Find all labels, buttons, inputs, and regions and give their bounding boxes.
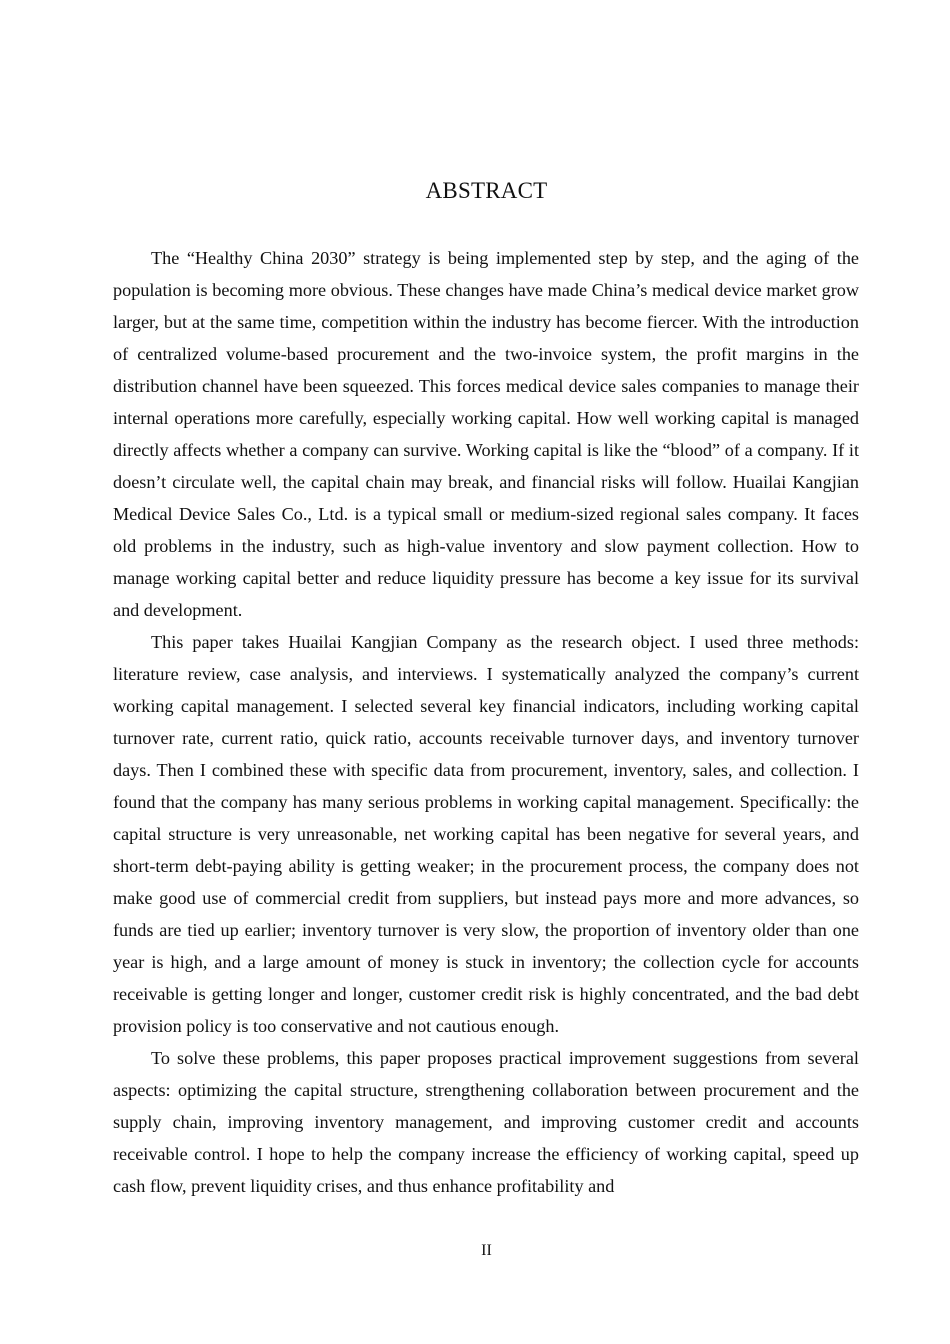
- abstract-paragraph-2: This paper takes Huailai Kangjian Company as the research object. I used three methods: literature review, case analysis, and interviews. I systematically analyzed the company’s current working capital management. I selected several key financial indicators, including working capital turnover rate, current ratio, quick ratio, accounts receivable turnover days, and inventory turnover days. Then I combined these with specific data from procurement, inventory, sales, and collection. I found that the company has many serious problems in working capital management. Specifically: the capital structure is very unreasonable, net working capital has been negative for several years, and short-term debt-paying ability is getting weaker; in the procurement process, the company does not make good use of commercial credit from suppliers, but instead pays more and more advances, so funds are tied up earlier; inventory turnover is very slow, the proportion of inventory older than one year is high, and a large amount of money is stuck in inventory; the collection cycle for accounts receivable is getting longer and longer, customer credit risk is highly concentrated, and the bad debt provision policy is too conservative and not cautious enough.: [113, 632, 859, 1036]
- page-number: II: [481, 1242, 492, 1259]
- abstract-title: ABSTRACT: [425, 178, 548, 203]
- abstract-paragraph-1: The “Healthy China 2030” strategy is being implemented step by step, and the aging of the population is becoming more obvious. These changes have made China’s medical device market grow larger, but at the same time, competition within the industry has become fiercer. With the introduction of centralized volume-based procurement and the two-invoice system, the profit margins in the distribution channel have been squeezed. This forces medical device sales companies to manage their internal operations more carefully, especially working capital. How well working capital is managed directly affects whether a company can survive. Working capital is like the “blood” of a company. If it doesn’t circulate well, the capital chain may break, and financial risks will follow. Huailai Kangjian Medical Device Sales Co., Ltd. is a typical small or medium-sized regional sales company. It faces old problems in the industry, such as high-value inventory and slow payment collection. How to manage working capital better and reduce liquidity pressure has become a key issue for its survival and development.: [113, 248, 859, 620]
- abstract-paragraph-3: To solve these problems, this paper proposes practical improvement suggestions from several aspects: optimizing the capital structure, strengthening collaboration between procurement and the supply chain, improving inventory management, and improving customer credit and accounts receivable control. I hope to help the company increase the efficiency of working capital, speed up cash flow, prevent liquidity crises, and thus enhance profitability and: [113, 1048, 859, 1196]
- abstract-body: [113, 242, 859, 1202]
